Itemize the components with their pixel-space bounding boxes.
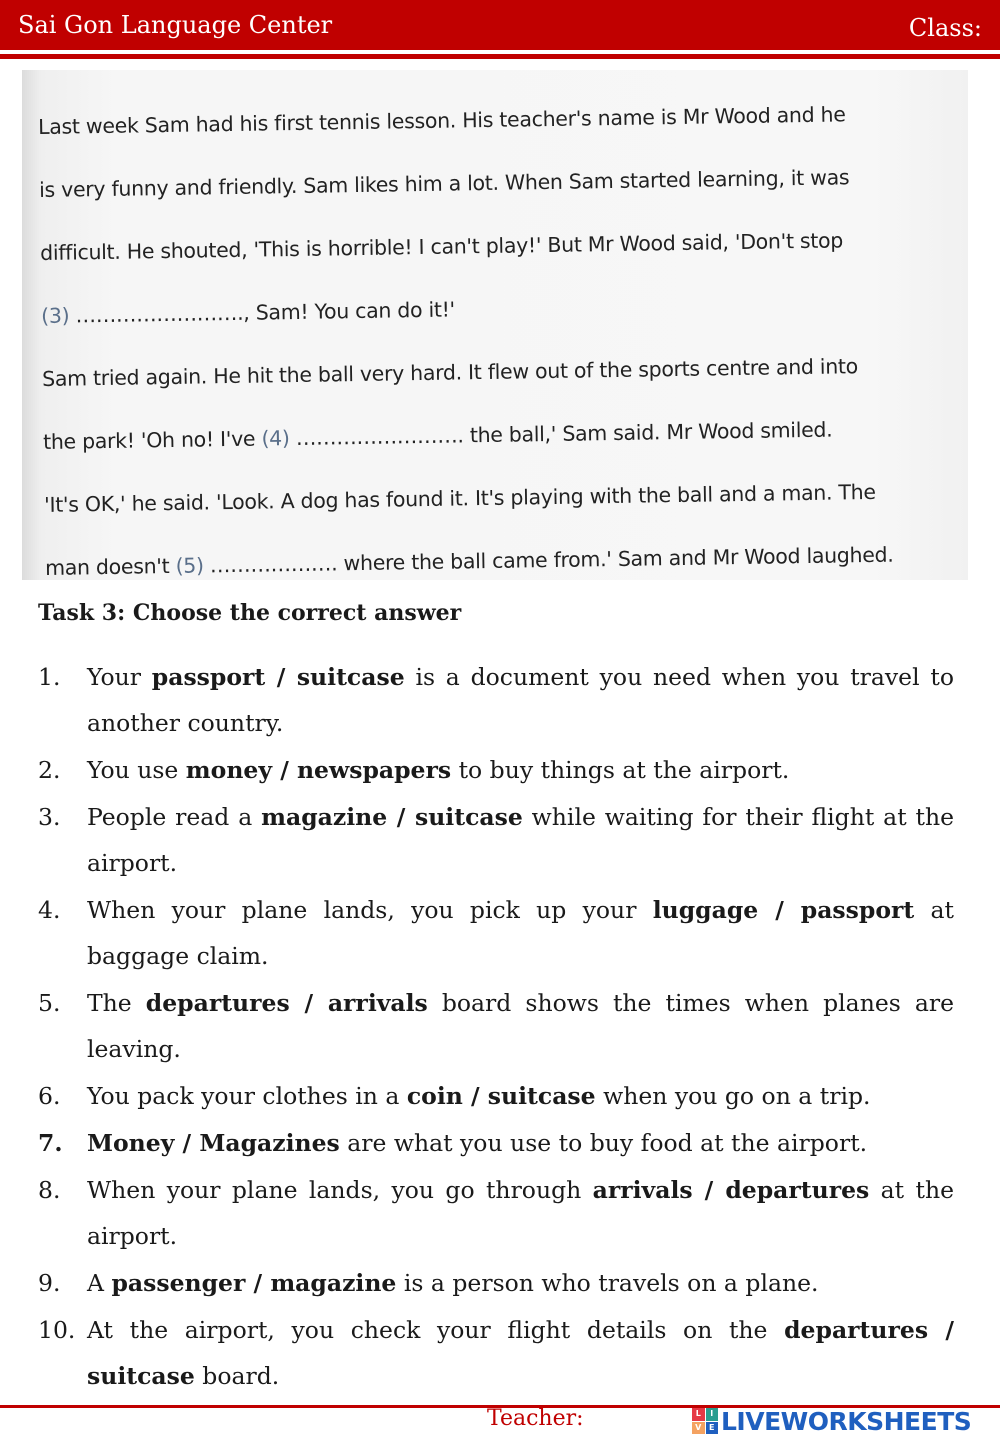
question-item: [38, 747, 954, 793]
question-text: [87, 654, 954, 746]
passage-line: (3) ……………………., Sam! You can do it!': [40, 297, 456, 328]
question-text-before: People read a: [87, 803, 262, 831]
question-text-before: A: [87, 1269, 112, 1297]
teacher-label: Teacher:: [487, 1406, 584, 1431]
question-text: [87, 747, 954, 793]
passage-line: the park! 'Oh no! I've (4) ……………………. the ball,' Sam said. Mr Wood smiled.: [42, 417, 833, 454]
question-text-after: at baggage claim.: [87, 896, 954, 970]
question-text-before: The: [87, 989, 146, 1017]
passage-line: 'It's OK,' he said. 'Look. A dog has found it. It's playing with the ball and a man. The: [43, 479, 876, 517]
answer-options[interactable]: departures / arrivals: [145, 989, 428, 1017]
passage-line: Last week Sam had his first tennis lesson. His teacher's name is Mr Wood and he: [38, 102, 846, 139]
answer-options[interactable]: passenger / magazine: [111, 1269, 397, 1297]
question-text-before: At the airport, you check your flight details on the: [87, 1316, 785, 1344]
question-number: 9.: [38, 1269, 61, 1297]
answer-options[interactable]: luggage / passport: [652, 896, 915, 924]
answer-options[interactable]: Money / Magazines: [87, 1129, 340, 1157]
question-item: [38, 654, 954, 746]
reading-passage-image: [22, 70, 968, 580]
question-item: [38, 794, 954, 886]
question-list: [38, 654, 954, 1400]
question-text-before: When your plane lands, you go through: [87, 1176, 593, 1204]
question-text-after: is a person who travels on a plane.: [396, 1269, 819, 1297]
question-text-before: You pack your clothes in a: [87, 1082, 407, 1110]
passage-line: difficult. He shouted, 'This is horrible! I can't play!' But Mr Wood said, 'Don't stop: [39, 228, 844, 265]
question-text-after: at the airport.: [87, 1176, 954, 1250]
logo-tile: I: [706, 1408, 719, 1421]
blank-number: (3): [40, 303, 70, 328]
header-bar: [0, 0, 1000, 50]
reading-passage-lines: [38, 102, 894, 580]
question-number: 6.: [38, 1082, 61, 1110]
question-text-after: when you go on a trip.: [595, 1082, 871, 1110]
question-text: [87, 1120, 954, 1166]
question-text: [87, 980, 954, 1072]
answer-options[interactable]: arrivals / departures: [592, 1176, 870, 1204]
question-text: [87, 1167, 954, 1259]
question-text: [87, 794, 954, 886]
answer-options[interactable]: money / newspapers: [185, 756, 452, 784]
question-item: [38, 1073, 954, 1119]
question-text: [87, 887, 954, 979]
question-text-after: to buy things at the airport.: [451, 756, 790, 784]
task-title: Task 3: Choose the correct answer: [38, 600, 462, 626]
question-number: 4.: [38, 896, 61, 924]
liveworksheets-icon: [692, 1408, 718, 1434]
question-text: [87, 1073, 954, 1119]
liveworksheets-text: LIVEWORKSHEETS: [721, 1406, 972, 1436]
logo-tile: V: [692, 1422, 705, 1435]
question-item: [38, 1260, 954, 1306]
question-number: 7.: [38, 1129, 63, 1157]
question-number: 3.: [38, 803, 61, 831]
passage-line: is very funny and friendly. Sam likes him a lot. When Sam started learning, it was: [38, 165, 850, 202]
question-number: 5.: [38, 989, 61, 1017]
answer-options[interactable]: coin / suitcase: [406, 1082, 596, 1110]
question-number: 2.: [38, 756, 61, 784]
question-item: [38, 1120, 954, 1166]
liveworksheets-logo: [692, 1404, 971, 1438]
question-item: [38, 1167, 954, 1259]
question-text-after: is a document you need when you travel to another country.: [87, 663, 954, 737]
question-text-after: board shows the times when planes are leaving.: [87, 989, 955, 1063]
logo-tile: E: [706, 1422, 719, 1435]
passage-line: man doesn't (5) ………………. where the ball came from.' Sam and Mr Wood laughed.: [44, 542, 894, 580]
passage-line: Sam tried again. He hit the ball very hard. It flew out of the sports centre and into: [41, 354, 859, 391]
question-text-before: You use: [87, 756, 186, 784]
question-text-after: while waiting for their flight at the airport.: [87, 803, 955, 877]
blank-number: (5): [175, 553, 204, 578]
question-number: 8.: [38, 1176, 61, 1204]
question-item: [38, 980, 954, 1072]
question-text: [87, 1260, 954, 1306]
question-number: 1.: [38, 663, 61, 691]
answer-options[interactable]: magazine / suitcase: [261, 803, 523, 831]
blank-number: (4): [261, 426, 290, 451]
question-text-before: When your plane lands, you pick up your: [87, 896, 653, 924]
class-label: Class:: [908, 14, 982, 42]
question-text-after: are what you use to buy food at the airport.: [339, 1129, 868, 1157]
question-item: [38, 1307, 954, 1399]
question-text-after: board.: [194, 1362, 280, 1390]
answer-options[interactable]: passport / suitcase: [151, 663, 405, 691]
question-number: 10.: [38, 1316, 76, 1344]
question-text: [87, 1307, 954, 1399]
logo-tile: L: [692, 1408, 705, 1421]
center-name: Sai Gon Language Center: [18, 11, 333, 39]
question-text-before: Your: [87, 663, 152, 691]
header-divider: [0, 54, 1000, 59]
answer-options[interactable]: departures / suitcase: [87, 1316, 954, 1390]
question-item: [38, 887, 954, 979]
